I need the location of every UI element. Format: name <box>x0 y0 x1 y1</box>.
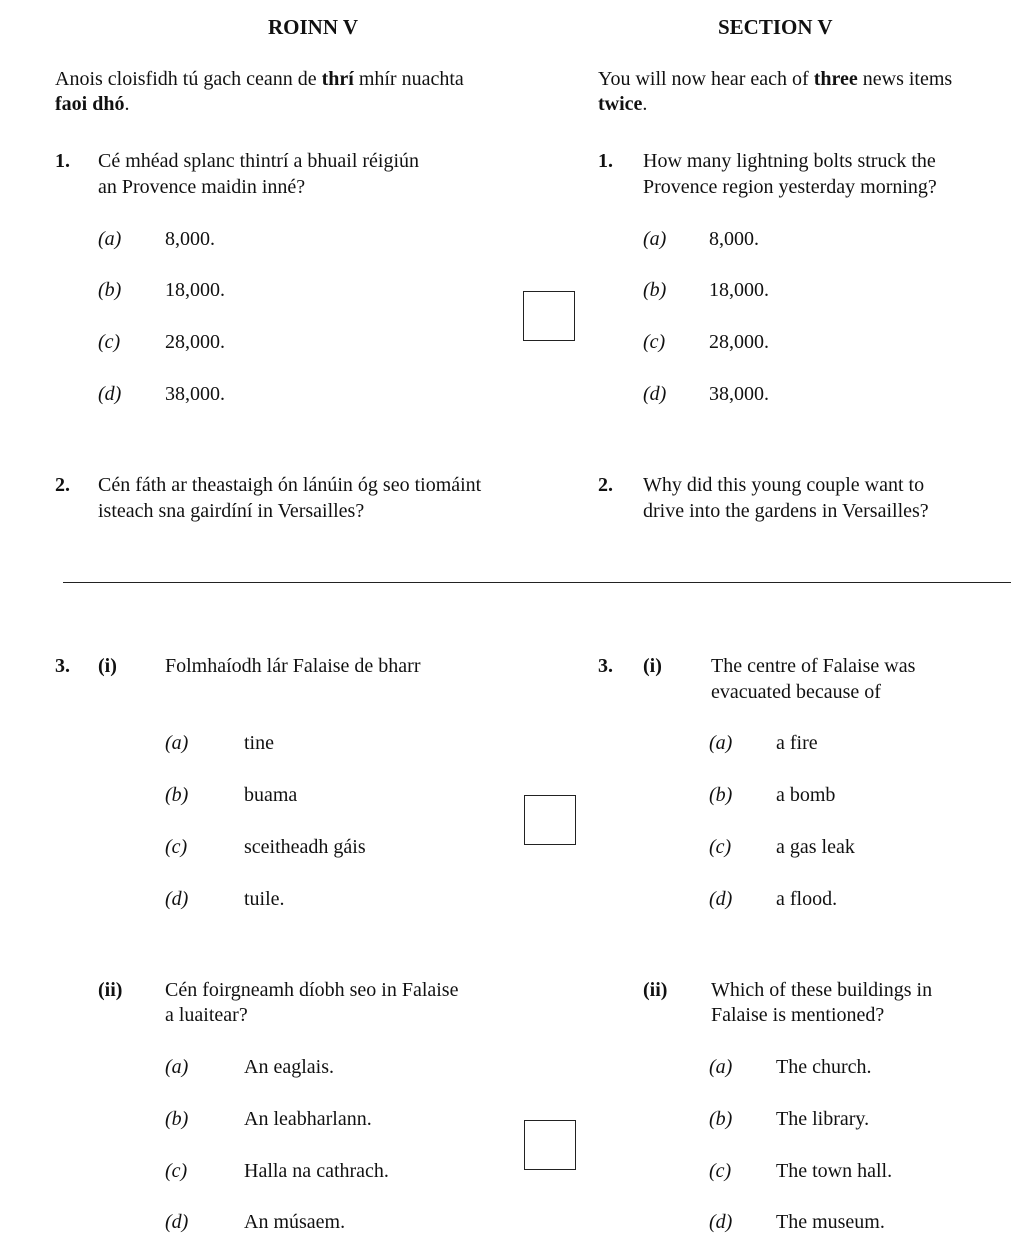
irish-q3-i-option-c: sceitheadh gáis <box>244 836 366 858</box>
irish-q1-option-d-letter: (d) <box>98 383 122 405</box>
english-q3-i-option-d-letter: (d) <box>709 888 733 910</box>
irish-section-heading: ROINN V <box>268 15 359 39</box>
q2-answer-line[interactable] <box>63 582 1011 583</box>
irish-q1-option-c: 28,000. <box>165 331 225 353</box>
irish-q1-option-b-letter: (b) <box>98 279 122 301</box>
english-q2-text-line2: drive into the gardens in Versailles? <box>643 500 929 522</box>
irish-q3-i-label: (i) <box>98 655 117 677</box>
irish-q3-ii-option-d: An músaem. <box>244 1211 346 1233</box>
irish-q1-option-b: 18,000. <box>165 279 225 301</box>
english-q1-option-c-letter: (c) <box>643 331 666 353</box>
irish-q3-i-option-c-letter: (c) <box>165 836 188 858</box>
irish-q3-ii-text-line2: a luaitear? <box>165 1004 248 1026</box>
irish-q3-ii-option-d-letter: (d) <box>165 1211 189 1233</box>
q1-answer-box[interactable] <box>523 291 575 341</box>
english-q3-i-text-line2: evacuated because of <box>711 681 881 703</box>
english-section-heading: SECTION V <box>718 15 833 39</box>
english-q3-ii-text-line1: Which of these buildings in <box>711 979 933 1001</box>
irish-q3-ii-option-b: An leabharlann. <box>244 1108 372 1130</box>
english-q3-ii-option-d: The museum. <box>776 1211 885 1233</box>
irish-q2-text-line2: isteach sna gairdíní in Versailles? <box>98 500 365 522</box>
irish-q3-number: 3. <box>55 655 70 677</box>
english-q3-ii-label: (ii) <box>643 979 668 1001</box>
english-intro-line2: twice. <box>598 93 648 115</box>
english-q3-ii-option-b-letter: (b) <box>709 1108 733 1130</box>
irish-q3-ii-option-a: An eaglais. <box>244 1056 334 1078</box>
english-q2-number: 2. <box>598 474 613 496</box>
irish-intro-line1: Anois cloisfidh tú gach ceann de thrí mhír nuachta <box>55 68 464 90</box>
irish-q3-i-option-b-letter: (b) <box>165 784 189 806</box>
irish-q1-option-a-letter: (a) <box>98 228 122 250</box>
irish-q3-ii-option-c-letter: (c) <box>165 1160 188 1182</box>
english-q1-number: 1. <box>598 150 613 172</box>
english-q1-option-a: 8,000. <box>709 228 759 250</box>
english-q3-ii-option-d-letter: (d) <box>709 1211 733 1233</box>
english-q2-text-line1: Why did this young couple want to <box>643 474 925 496</box>
english-q1-option-d-letter: (d) <box>643 383 667 405</box>
english-q1-option-b: 18,000. <box>709 279 769 301</box>
irish-q3-i-text: Folmhaíodh lár Falaise de bharr <box>165 655 421 677</box>
english-q3-number: 3. <box>598 655 613 677</box>
english-q3-i-option-a: a fire <box>776 732 818 754</box>
irish-q3-i-option-b: buama <box>244 784 298 806</box>
english-q3-ii-option-c: The town hall. <box>776 1160 893 1182</box>
irish-q3-ii-label: (ii) <box>98 979 123 1001</box>
irish-q1-text-line1: Cé mhéad splanc thintrí a bhuail réigiún <box>98 150 420 172</box>
irish-q3-ii-option-a-letter: (a) <box>165 1056 189 1078</box>
irish-q3-i-option-d: tuile. <box>244 888 285 910</box>
english-q3-i-label: (i) <box>643 655 662 677</box>
irish-q1-text-line2: an Provence maidin inné? <box>98 176 306 198</box>
irish-q1-option-d: 38,000. <box>165 383 225 405</box>
irish-q2-number: 2. <box>55 474 70 496</box>
english-q3-ii-option-a-letter: (a) <box>709 1056 733 1078</box>
irish-q1-option-a: 8,000. <box>165 228 215 250</box>
english-q3-ii-text-line2: Falaise is mentioned? <box>711 1004 885 1026</box>
english-q3-i-option-b: a bomb <box>776 784 836 806</box>
english-q1-text-line2: Provence region yesterday morning? <box>643 176 937 198</box>
english-q1-option-d: 38,000. <box>709 383 769 405</box>
irish-q3-i-option-a-letter: (a) <box>165 732 189 754</box>
irish-q2-text-line1: Cén fáth ar theastaigh ón lánúin óg seo tiomáint <box>98 474 482 496</box>
irish-intro-line2: faoi dhó. <box>55 93 130 115</box>
english-q3-ii-option-b: The library. <box>776 1108 870 1130</box>
english-q3-i-option-d: a flood. <box>776 888 838 910</box>
irish-q3-i-option-a: tine <box>244 732 274 754</box>
irish-q3-ii-option-b-letter: (b) <box>165 1108 189 1130</box>
irish-q3-ii-text-line1: Cén foirgneamh díobh seo in Falaise <box>165 979 459 1001</box>
q3-ii-answer-box[interactable] <box>524 1120 576 1170</box>
english-q3-ii-option-c-letter: (c) <box>709 1160 732 1182</box>
irish-q1-option-c-letter: (c) <box>98 331 121 353</box>
english-q3-i-option-c-letter: (c) <box>709 836 732 858</box>
english-q1-option-a-letter: (a) <box>643 228 667 250</box>
irish-q1-number: 1. <box>55 150 70 172</box>
english-q1-text-line1: How many lightning bolts struck the <box>643 150 936 172</box>
english-q3-i-option-c: a gas leak <box>776 836 855 858</box>
english-q3-ii-option-a: The church. <box>776 1056 872 1078</box>
english-q3-i-option-a-letter: (a) <box>709 732 733 754</box>
irish-q3-i-option-d-letter: (d) <box>165 888 189 910</box>
english-q1-option-c: 28,000. <box>709 331 769 353</box>
irish-q3-ii-option-c: Halla na cathrach. <box>244 1160 389 1182</box>
english-q3-i-option-b-letter: (b) <box>709 784 733 806</box>
q3-i-answer-box[interactable] <box>524 795 576 845</box>
english-intro-line1: You will now hear each of three news items <box>598 68 953 90</box>
english-q1-option-b-letter: (b) <box>643 279 667 301</box>
english-q3-i-text-line1: The centre of Falaise was <box>711 655 916 677</box>
